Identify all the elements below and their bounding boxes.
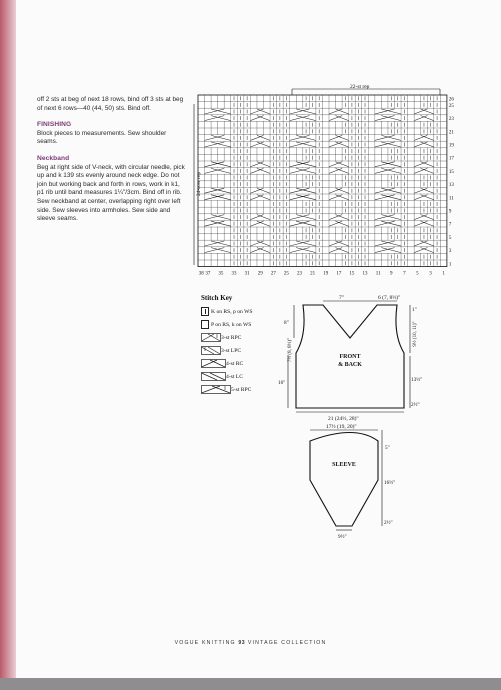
sleeve-schematic [300,422,420,542]
4-st-rc-icon [201,359,226,368]
front-back-schematic [278,290,448,425]
stitch-number: 15 [349,271,355,277]
stitch-number: 3 [429,271,432,277]
side-height-label: 13½" [411,377,423,383]
stitch-number: 21 [310,271,316,277]
sleeve-bottom-width-label: 9½" [338,534,347,540]
row-number: 21 [448,130,454,136]
row-number: 26 [448,97,454,103]
stitch-number: 13 [362,271,368,277]
key-label: K on RS, p on WS [211,308,253,315]
purl-symbol-icon [201,320,209,329]
back-label: & BACK [338,362,362,368]
stitch-number: 25 [283,271,289,277]
stitch-number: 31 [244,271,250,277]
3-st-rpc-icon [201,333,221,342]
chart-grid [198,95,447,267]
sleeve-outline [310,433,378,527]
stitch-number: 33 [231,271,237,277]
page-gutter-shadow [0,0,16,690]
row-number: 25 [448,103,454,109]
top-width-label: 7" [339,295,344,301]
page-number: 93 [238,640,246,646]
front-label: FRONT [339,354,361,360]
neckband-heading: Neckband [37,154,70,162]
row-number: 5 [448,235,452,241]
stitch-number: 7 [403,271,406,277]
key-label: 5-st RPC [231,386,252,393]
key-label: 3-st RPC [221,334,242,341]
rep-label: 22-st rep [350,84,370,90]
page-bottom-edge [0,678,501,690]
row-rep-label: 24-row rep [196,171,202,197]
sleeve-cap-label: 5" [385,445,390,451]
row-number: 23 [448,117,454,123]
finishing-text: Block pieces to measurements. Sew shoulder seams. [37,129,167,146]
stitch-number: 11 [375,271,381,277]
armhole-label: 7½ (8, 8½)" [288,337,293,363]
sleeve-label: SLEEVE [332,462,356,468]
sleeve-top-width-label: 17½ (19, 20)" [326,424,357,430]
row-number: 9 [448,209,452,215]
sleeve-length-label: 16½" [384,480,396,486]
footer-collection: VINTAGE COLLECTION [247,640,327,646]
stitch-number: 27 [270,271,276,277]
pattern-text-column [37,96,187,224]
stitch-key-title: Stitch Key [201,294,233,302]
top-1-label: 1" [412,307,417,313]
3-st-lpc-icon [201,346,221,355]
finishing-heading: FINISHING [37,121,72,129]
stitch-number: 29 [257,271,263,277]
stitch-number: 23 [297,271,303,277]
stitch-number: 5 [416,271,419,277]
stitch-number: 9 [389,271,393,277]
stitch-numbers [199,272,446,277]
neck-depth-label: 8" [284,320,289,326]
knit-symbol-icon [201,307,209,316]
page-footer [0,640,501,646]
row-number: 7 [448,222,452,228]
stitch-number: 19 [323,271,329,277]
row-number: 19 [448,143,454,149]
row-number: 3 [448,249,452,255]
key-label: P on RS, k on WS [211,321,252,328]
stitch-number: 17 [336,271,342,277]
4-st-lc-icon [201,372,226,381]
footer-magazine: VOGUE KNITTING [174,640,236,646]
row-number: 11 [448,196,454,202]
key-label: 4-st LC [226,373,243,380]
row-numbers [449,97,455,267]
row-number: 1 [448,262,452,268]
row-number: 17 [448,156,454,162]
key-label: 4-st RC [226,360,244,367]
stitch-number: 1 [442,271,445,277]
cable-chart [190,82,465,277]
stitch-number: 38 [198,271,204,277]
shoulder-label: 6 (7, 8½)" [378,295,401,301]
5-st-rpc-icon [201,385,231,394]
neckband-text: Beg at right side of V-neck, with circular needle, pick up and k 139 sts evenly around neck edge. Do not join but working back and forth in rows, work in k1, p1 rib until band measures 1¼"/3cm. Bind off in rib. Sew neckband at center, overlapping right over left side. Sew sleeves into armholes. Sew side and sleeve seams. [37,163,185,223]
right-height-label: 9½ (10, 11)" [413,321,418,347]
key-label: 3-st LPC [221,347,242,354]
body-paragraph: off 2 sts at beg of next 18 rows, bind off 3 sts at beg of next 6 rows—40 (44, 50) sts. Bind off. [37,96,184,112]
row-number: 15 [448,169,454,175]
stitch-number: 37 [205,271,211,277]
hem-label: 2½" [411,402,420,408]
row-number: 13 [448,183,454,189]
width-label: 21 (24½, 28)" [328,416,359,422]
stitch-number: 35 [218,271,224,277]
total-height-label: 16" [278,380,286,386]
sleeve-cuff-label: 2½" [384,520,393,526]
